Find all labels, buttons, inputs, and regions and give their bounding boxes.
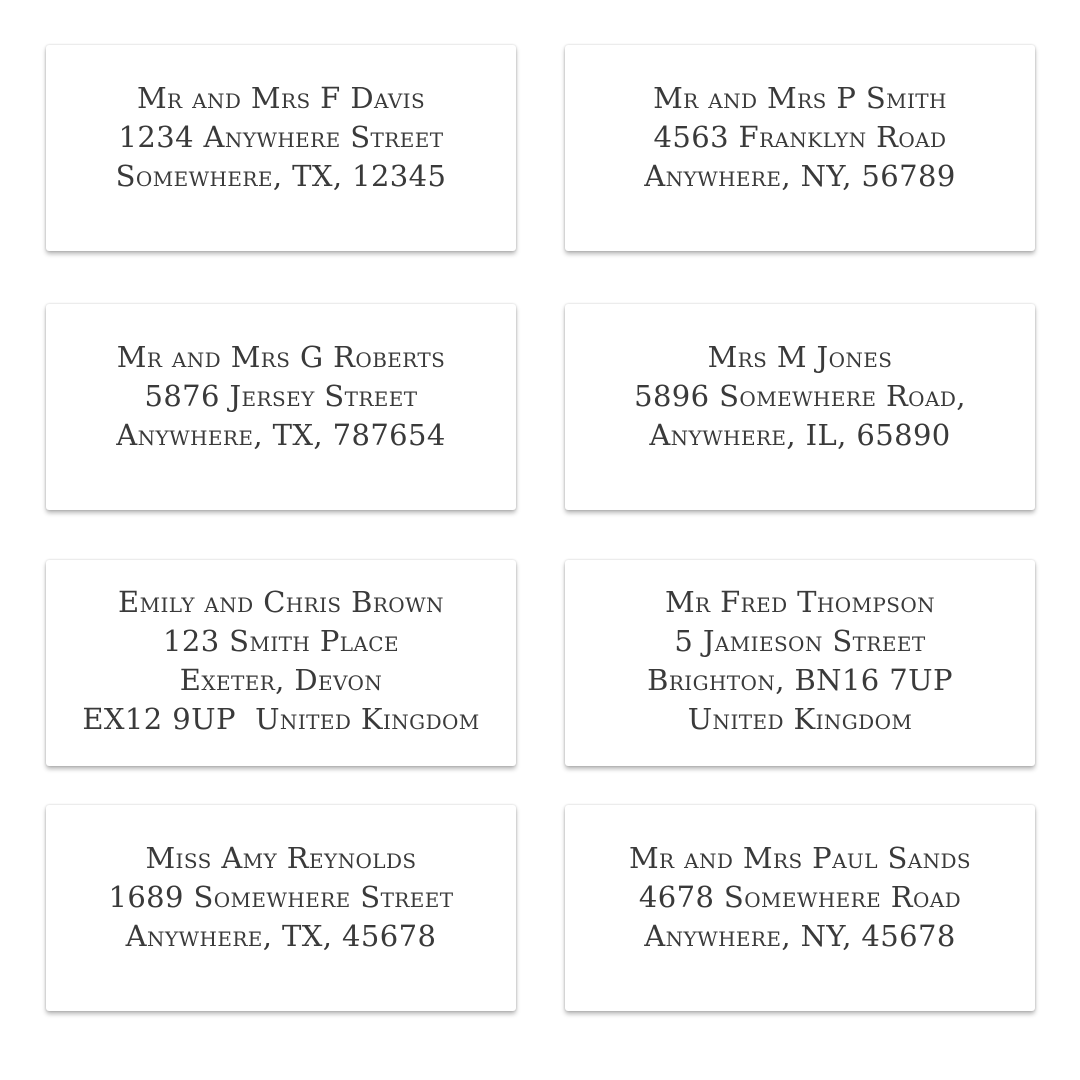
address-block: [108, 839, 453, 956]
street-line: 1234 Anywhere Street: [118, 119, 444, 154]
recipient-name: Mrs M Jones: [707, 339, 893, 374]
address-block: [634, 338, 966, 455]
address-block: [644, 79, 955, 196]
street-line: 4678 Somewhere Road: [638, 879, 962, 914]
recipient-name: Emily and Chris Brown: [118, 585, 444, 619]
address-label: [565, 805, 1035, 1011]
street-line: 5896 Somewhere Road,: [634, 378, 966, 413]
address-label: [46, 304, 516, 510]
address-label: [565, 560, 1035, 766]
city-line: Somewhere, TX, 12345: [115, 158, 447, 193]
postcode-country-line: EX12 9UP United Kingdom: [82, 702, 480, 736]
street-line: 5 Jamieson Street: [674, 624, 926, 658]
address-block: [647, 583, 953, 739]
street-line: 123 Smith Place: [163, 624, 399, 658]
recipient-name: Mr Fred Thompson: [664, 585, 936, 619]
recipient-name: Miss Amy Reynolds: [145, 840, 417, 875]
city-line: Anywhere, TX, 787654: [116, 417, 446, 452]
address-label: [46, 560, 516, 766]
address-block: [116, 338, 445, 455]
city-line: Exeter, Devon: [179, 663, 383, 697]
address-block: [116, 79, 447, 196]
city-line: Anywhere, NY, 56789: [644, 158, 956, 193]
street-line: 4563 Franklyn Road: [653, 119, 947, 154]
city-line: Anywhere, IL, 65890: [649, 417, 951, 452]
address-block: [629, 839, 971, 956]
street-line: 1689 Somewhere Street: [108, 879, 454, 914]
recipient-name: Mr and Mrs F Davis: [136, 80, 426, 115]
recipient-name: Mr and Mrs P Smith: [653, 80, 947, 115]
address-label: [46, 45, 516, 251]
city-line: Anywhere, TX, 45678: [125, 918, 437, 953]
street-line: 5876 Jersey Street: [144, 378, 418, 413]
recipient-name: Mr and Mrs G Roberts: [116, 339, 446, 374]
address-label: [46, 805, 516, 1011]
address-block: [82, 583, 479, 739]
city-line: Anywhere, NY, 45678: [644, 918, 956, 953]
address-label: [565, 45, 1035, 251]
recipient-name: Mr and Mrs Paul Sands: [628, 840, 972, 875]
country-line: United Kingdom: [687, 702, 913, 736]
address-label: [565, 304, 1035, 510]
city-line: Brighton, BN16 7UP: [647, 663, 953, 697]
